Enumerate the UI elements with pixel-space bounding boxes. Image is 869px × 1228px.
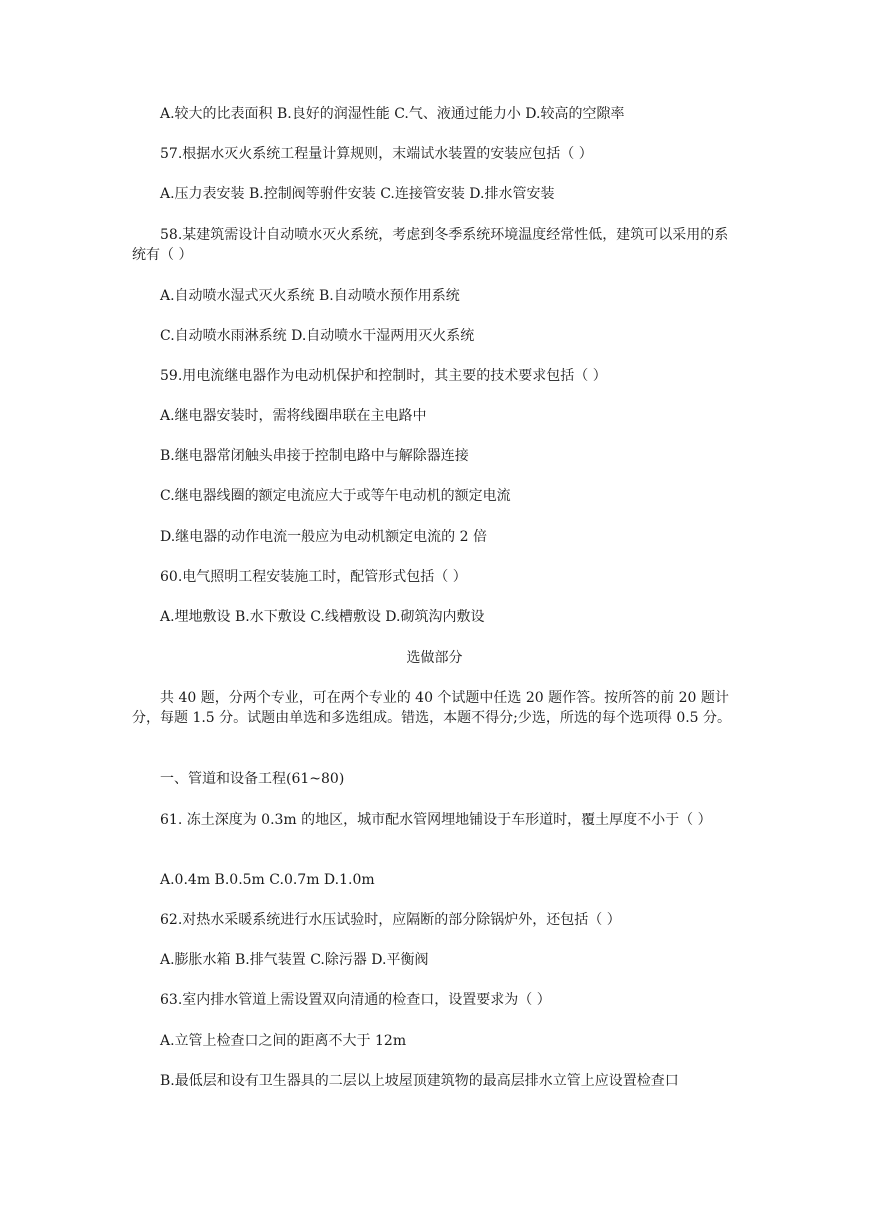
option-line-q62: A.膨胀水箱 B.排气装置 C.除污器 D.平衡阀	[160, 952, 429, 968]
question-57: 57.根据水灭火系统工程量计算规则，末端试水装置的安装应包括（ ）	[160, 146, 593, 162]
question-63: 63.室内排水管道上需设置双向清通的检查口，设置要求为（ ）	[160, 992, 551, 1008]
option-q59-a: A.继电器安装时，需将线圈串联在主电路中	[160, 408, 427, 424]
option-line-q56: A.较大的比表面积 B.良好的润湿性能 C.气、液通过能力小 D.较高的空隙率	[160, 106, 625, 122]
option-q59-d: D.继电器的动作电流一般应为电动机额定电流的 2 倍	[160, 529, 487, 545]
option-line-q61: A.0.4m B.0.5m C.0.7m D.1.0m	[160, 872, 375, 888]
option-q59-b: B.继电器常闭触头串接于控制电路中与解除器连接	[160, 448, 469, 464]
option-q59-c: C.继电器线圈的额定电流应大于或等午电动机的额定电流	[160, 488, 511, 504]
question-61: 61. 冻土深度为 0.3m 的地区，城市配水管网埋地铺设于车形道时，覆土厚度不小于（ ）	[160, 812, 712, 828]
subsection-title: 一、管道和设备工程(61~80)	[160, 771, 345, 787]
question-58: 58.某建筑需设计自动喷水灭火系统，考虑到冬季系统环境温度经常性低，建筑可以采用的系统有（ ）	[132, 227, 729, 263]
option-line-q58-a: A.自动喷水湿式灭火系统 B.自动喷水预作用系统	[160, 288, 460, 304]
question-62: 62.对热水采暖系统进行水压试验时，应隔断的部分除锅炉外，还包括（ ）	[160, 912, 621, 928]
section-instructions: 共 40 题，分两个专业，可在两个专业的 40 个试题中任选 20 题作答。按所答的前 20 题计分，每题 1.5 分。试题由单选和多选组成。错选，本题不得分;少选，所选的每个选项得 0.5 分。	[132, 690, 732, 726]
question-60: 60.电气照明工程安装施工时，配管形式包括（ ）	[160, 569, 467, 585]
option-line-q60: A.埋地敷设 B.水下敷设 C.线槽敷设 D.砌筑沟内敷设	[160, 609, 485, 625]
option-q63-a: A.立管上检查口之间的距离不大于 12m	[160, 1033, 407, 1049]
section-heading: 选做部分	[406, 650, 463, 666]
option-q63-b: B.最低层和设有卫生器具的二层以上坡屋顶建筑物的最高层排水立管上应设置检查口	[160, 1073, 679, 1089]
option-line-q58-b: C.自动喷水雨淋系统 D.自动喷水干湿两用灭火系统	[160, 328, 475, 344]
question-59: 59.用电流继电器作为电动机保护和控制时，其主要的技术要求包括（ ）	[160, 368, 607, 384]
option-line-q57: A.压力表安装 B.控制阀等驸件安装 C.连接管安装 D.排水管安装	[160, 186, 555, 202]
